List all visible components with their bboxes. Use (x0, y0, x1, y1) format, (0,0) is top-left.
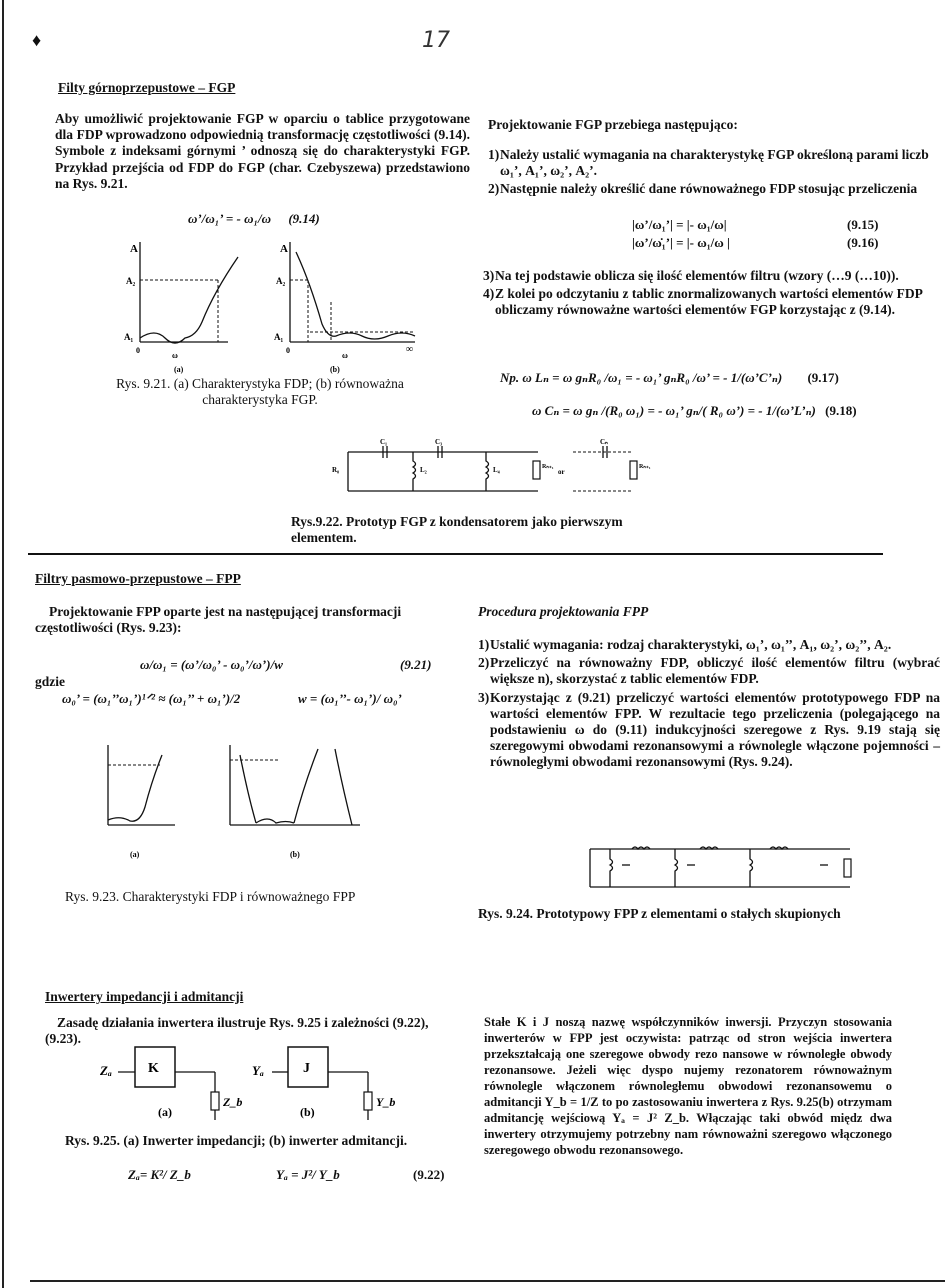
eq-9-18-num: (9.18) (825, 403, 857, 418)
eq-9-14 (188, 211, 320, 227)
eq-9-21 (140, 657, 440, 673)
left-margin-line (2, 0, 4, 1288)
inv-right-text: Stałe K i J noszą nazwę współczynników inwersji. Przyczyn stosowania inwerterów w FPP jest oczywista: patrząc od stron wejścia inwertera przekształcają one szeregowe obwody rezo nansowe w równoległe obwody rezonansowe. Jeżeli więc dyspo nujemy rezonatorem równoważnym równolegle włączonem równoległemu obwodowi rezonansowemu o admitancji Y_b = 1/Z to po zastosowaniu inwertera z Rys. 9.25(b) otrzymam admitancję wejściową Yₐ = J² Z_b. Włączając taki obwód międz dwa inwertery otrzymujemy potrzebny nam równoważni szeregowo włączonego szeregowego obwodu rezonansowego. (484, 1015, 892, 1157)
fig21b-label: (b) (330, 365, 340, 374)
eq-w: w = (ω₁’’- ω₁’)/ ω₀’ (298, 691, 402, 706)
eq-9-18-expr: ω Cₙ = ω gₙ /(R₀ ω₁) = - ω₁’ gₙ/( R₀ ω’) = - 1/(ω’L’ₙ) (532, 403, 816, 418)
fig23b-left-skirt (240, 755, 256, 823)
fgp-step-2: 2) Następnie należy określić dane równoważnego FDP stosując przeliczenia (488, 181, 918, 197)
eq-9-22-num: (9.22) (413, 1167, 445, 1182)
fig-9-25-caption: Rys. 9.25. (a) Inwerter impedancji; (b) inwerter admitancji. (65, 1133, 408, 1148)
fig21b-axis-label: A (280, 243, 288, 255)
fpp-steps (478, 637, 940, 773)
eq-w0: ω₀’ = (ω₁’’ω₁’)¹ᐟ² ≈ (ω₁’’ + ω₁’)/2 (62, 691, 241, 706)
fig21a-omega: ω (172, 351, 178, 360)
fig25a-zb (211, 1092, 219, 1110)
fig21a-axis-label: A (130, 243, 138, 255)
fgp-intro: Aby umożliwić projektowanie FGP w oparciu o tablice przygotowane dla FDP wprowadzono odpowiednią transformację częstotliwości (9.14). Symbole z indeksami górnymi ’ odnoszą się do charakterystyki FGP. Przykład przejścia od FDP do FGP (char. Czebyszewa) przedstawiono na Rys. 9.21. (55, 111, 470, 191)
eq-9-16-expr: |ω’/ω̇₁’| = |- ω₁/ω | (632, 235, 730, 250)
fig-9-23-caption: Rys. 9.23. Charakterystyki FDP i równoważnego FPP (65, 889, 356, 904)
eq-9-17 (500, 370, 839, 386)
fig25b-ya-label: Yₐ (252, 1063, 264, 1078)
fpp-proc-title: Procedura projektowania FPP (478, 604, 649, 619)
fig22-alt-load-resistor (630, 461, 637, 479)
fig21b-a2-label: A₂ (276, 276, 286, 286)
fig25b-yb-label: Y_b (376, 1095, 396, 1109)
fig21b-omega: ω (342, 351, 348, 360)
fgp-steps-1 (488, 147, 938, 200)
fig25b-label: (b) (300, 1105, 315, 1119)
fig23b-upper-skirt (335, 749, 352, 825)
eq-9-15-expr: |ω’/ω₁’| = |- ω₁/ω| (632, 217, 727, 232)
fig22-rout-label-alt: Rₙ₊₁ (639, 464, 651, 470)
fpp-step-2: 2) Przeliczyć na równoważny FDP, obliczyć ilość elementów filtru (wybrać większe n), skorzystać z tablic elementów FDP. (478, 655, 940, 687)
fig25b-yb (364, 1092, 372, 1110)
fig24-shunt-inductor-2 (675, 849, 678, 887)
fig22-rout-label: Rₙ₊₁ (542, 464, 554, 470)
fig21a-origin: 0 (136, 346, 140, 355)
figure-9-25 (100, 1042, 400, 1122)
fig22-l2-coil (413, 452, 416, 491)
fig21a-label: (a) (174, 365, 184, 374)
fig22-l2-label: L₂ (420, 466, 427, 474)
fig25a-label: (a) (158, 1105, 172, 1119)
eq-9-22a: Zₐ= K²/ Z_b (128, 1167, 191, 1182)
eq-9-17-expr: Np. ω Lₙ = ω gₙR₀ /ω₁ = - ω₁’ gₙR₀ /ω’ = - 1/(ω’C’ₙ) (500, 370, 783, 385)
inv-heading: Inwertery impedancji i admitancji (45, 989, 244, 1004)
fig23a-label: (a) (130, 850, 140, 859)
fig25a-zb-label: Z_b (223, 1095, 243, 1109)
fgp-step-4: 4) Z kolei po odczytaniu z tablic znormalizowanych wartości elementów FDP obliczamy równoważne wartości elementów FGP korzystając z (9.14). (483, 286, 923, 318)
eq-9-17-num: (9.17) (807, 370, 839, 385)
figure-9-24 (570, 835, 870, 895)
eq-9-14-num: (9.14) (288, 211, 320, 226)
fig24-shunt-inductor-n (750, 849, 753, 887)
fig25b-j-label: J (303, 1061, 310, 1076)
eq-9-16 (632, 235, 882, 251)
fpp-intro: Projektowanie FPP oparte jest na następującej transformacji częstotliwości (Rys. 9.23): (35, 604, 402, 636)
fig22-load-resistor (533, 461, 540, 479)
figure-9-22 (328, 436, 651, 504)
fpp-heading: Filtry pasmowo-przepustowe – FPP (35, 571, 241, 586)
fig21a-a2-label: A₂ (126, 276, 136, 286)
fpp-step-3: 3) Korzystając z (9.21) przeliczyć wartości elementów prototypowego FDP na wartości elementów FPP. W rezultacie tego przeliczenia (polegającego na podstawieniu ω do (9.11) indukcyjności szeregowe z Rys. 9.19 stają się szeregowymi obwodami rezonansowymi a równolegle włączone pojemności – równoległymi obwodami rezonansowymi (Rys. 9.24). (478, 689, 940, 770)
fig-9-24-caption: Rys. 9.24. Prototypowy FPP z elementami o stałych skupionych (478, 906, 841, 921)
fpp-where: gdzie (35, 674, 65, 689)
fig21a-a1-label: A₁ (124, 332, 134, 342)
fgp-step-1: 1) Należy ustalić wymagania na charakterystykę FGP określoną parami liczb ω₁’, A₁’, ω₂’, A₂’. (488, 147, 929, 179)
eq-9-21-expr: ω/ω₁ = (ω’/ω₀’ - ω₀’/ω’)/w (140, 657, 283, 672)
fig24-load-resistor (844, 859, 851, 877)
fig23b-passband (256, 819, 294, 823)
eq-9-22 (128, 1167, 448, 1183)
fgp-proc-title: Projektowanie FGP przebiega następująco: (488, 117, 738, 132)
fig25a-k-label: K (148, 1061, 159, 1076)
inv-intro: Zasadę działania inwertera ilustruje Rys. 9.25 i zależności (9.22), (9.23). (45, 1015, 429, 1047)
fig23b-label: (b) (290, 850, 300, 859)
page-marker: ♦ (32, 30, 42, 50)
fig22-c1-label: C₁ (380, 438, 388, 446)
eq-9-15-num: (9.15) (847, 217, 879, 232)
fig24-shunt-inductor-1 (610, 849, 613, 887)
section-divider (28, 553, 883, 555)
fig21b-a1-label: A₁ (274, 332, 284, 342)
fgp-heading: Filty górnoprzepustowe – FGP (58, 80, 236, 95)
fpp-step-1: 1) Ustalić wymagania: rodzaj charakterystyki, ω₁’, ω₁’’, A₁, ω₂’, ω₂’’, A₂. (478, 637, 892, 652)
fig22-r0-label: R₀ (332, 466, 340, 474)
figure-9-21 (110, 232, 435, 374)
figure-9-23 (90, 735, 380, 863)
fig22-l4-label: L₄ (493, 466, 500, 474)
eq-9-21-num: (9.21) (400, 657, 432, 672)
eq-9-16-num: (9.16) (847, 235, 879, 250)
eq-9-15 (632, 217, 882, 233)
fig22-c3-label: C₃ (435, 438, 443, 446)
bottom-margin-line (30, 1280, 945, 1282)
page-number: 17 (422, 28, 450, 53)
eq-9-18 (532, 403, 857, 419)
fig22-l4-coil (486, 452, 489, 491)
fig-9-22-caption: Rys.9.22. Prototyp FGP z kondensatorem jako pierwszym elementem. (291, 514, 623, 546)
fig22-cn-label: Cₙ (600, 438, 608, 446)
eq-9-14-expr: ω’/ω₁’ = - ω₁/ω (188, 211, 272, 226)
fig21a-response-curve (140, 257, 238, 343)
eq-9-22b: Yₐ = J²/ Y_b (276, 1167, 340, 1182)
fig23b-right-skirt (294, 749, 318, 823)
fgp-steps-2 (483, 268, 938, 321)
fig-9-21-caption: Rys. 9.21. (a) Charakterystyka FDP; (b) równoważna charakterystyka FGP. (116, 376, 404, 408)
fig21b-origin: 0 (286, 346, 290, 355)
fgp-step-3: 3) Na tej podstawie oblicza się ilość elementów filtru (wzory (…9 (…10)). (483, 268, 899, 283)
fig22-or-label: or (558, 468, 565, 476)
fig21b-inf: ∞ (406, 344, 414, 355)
fig25a-za-label: Zₐ (100, 1063, 112, 1078)
fig21b-response-curve (296, 252, 415, 339)
